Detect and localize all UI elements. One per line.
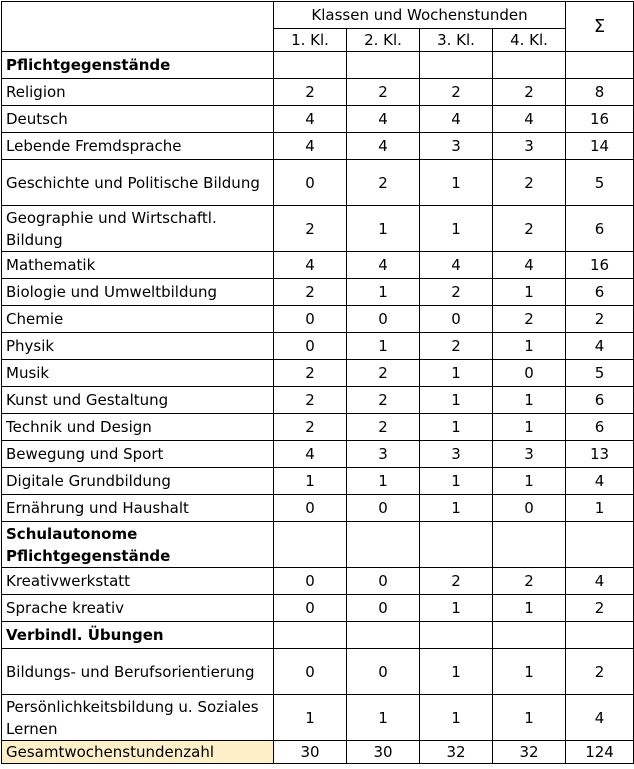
hours-sum: 4 — [566, 333, 634, 360]
table-row — [2, 333, 634, 360]
hours-class-2: 0 — [347, 649, 420, 695]
header-class-1: 1. Kl. — [274, 29, 347, 52]
hours-class-3: 1 — [420, 387, 493, 414]
table-body — [2, 52, 634, 764]
hours-class-1: 0 — [274, 306, 347, 333]
hours-class-4: 4 — [493, 252, 566, 279]
header-class-2: 2. Kl. — [347, 29, 420, 52]
hours-sum: 2 — [566, 595, 634, 622]
hours-class-2: 2 — [347, 360, 420, 387]
hours-class-3: 1 — [420, 495, 493, 522]
header-class-3: 3. Kl. — [420, 29, 493, 52]
hours-class-3: 1 — [420, 414, 493, 441]
hours-class-3: 4 — [420, 252, 493, 279]
hours-class-2: 1 — [347, 333, 420, 360]
hours-class-4: 4 — [493, 106, 566, 133]
table-row — [2, 495, 634, 522]
hours-class-1: 2 — [274, 387, 347, 414]
hours-class-4: 2 — [493, 160, 566, 206]
subject-label: Chemie — [2, 306, 274, 333]
section-label: Schulautonome Pflichtgegenstände — [2, 522, 274, 568]
hours-class-3: 3 — [420, 133, 493, 160]
header-sum-label: Σ — [566, 2, 634, 52]
hours-class-3: 32 — [420, 741, 493, 764]
hours-class-1: 2 — [274, 79, 347, 106]
hours-class-3: 2 — [420, 279, 493, 306]
hours-class-4: 1 — [493, 595, 566, 622]
hours-class-3 — [420, 622, 493, 649]
hours-class-2: 1 — [347, 279, 420, 306]
hours-sum — [566, 52, 634, 79]
hours-class-2: 4 — [347, 252, 420, 279]
hours-sum: 4 — [566, 468, 634, 495]
hours-sum: 2 — [566, 306, 634, 333]
subject-label: Sprache kreativ — [2, 595, 274, 622]
table-row — [2, 279, 634, 306]
hours-class-3: 1 — [420, 360, 493, 387]
total-label: Gesamtwochenstundenzahl — [2, 741, 274, 764]
hours-class-4: 32 — [493, 741, 566, 764]
hours-class-2: 0 — [347, 595, 420, 622]
hours-class-4: 1 — [493, 279, 566, 306]
hours-class-4: 1 — [493, 414, 566, 441]
hours-class-3: 4 — [420, 106, 493, 133]
hours-class-3: 1 — [420, 206, 493, 252]
header-group-label: Klassen und Wochenstunden — [274, 2, 566, 29]
hours-class-3: 0 — [420, 306, 493, 333]
hours-sum: 6 — [566, 387, 634, 414]
hours-class-1: 4 — [274, 133, 347, 160]
hours-class-1: 0 — [274, 333, 347, 360]
subject-label: Bewegung und Sport — [2, 441, 274, 468]
hours-class-2: 3 — [347, 441, 420, 468]
hours-class-2: 1 — [347, 468, 420, 495]
hours-class-2: 2 — [347, 387, 420, 414]
hours-class-2: 4 — [347, 133, 420, 160]
hours-class-4: 3 — [493, 441, 566, 468]
hours-class-4 — [493, 52, 566, 79]
hours-class-4: 2 — [493, 79, 566, 106]
hours-class-2: 2 — [347, 79, 420, 106]
hours-class-1: 1 — [274, 468, 347, 495]
hours-class-4: 1 — [493, 649, 566, 695]
subject-label: Religion — [2, 79, 274, 106]
section-label: Verbindl. Übungen — [2, 622, 274, 649]
table-row — [2, 360, 634, 387]
hours-class-3 — [420, 52, 493, 79]
table-row — [2, 387, 634, 414]
hours-class-1: 0 — [274, 595, 347, 622]
hours-sum: 5 — [566, 160, 634, 206]
hours-class-2: 2 — [347, 160, 420, 206]
hours-class-1 — [274, 52, 347, 79]
subject-label: Musik — [2, 360, 274, 387]
hours-class-2: 0 — [347, 306, 420, 333]
table-row — [2, 106, 634, 133]
hours-class-3: 2 — [420, 333, 493, 360]
table-row — [2, 79, 634, 106]
subject-label: Persönlichkeitsbildung u. Soziales Lernen — [2, 695, 274, 741]
hours-class-4: 1 — [493, 695, 566, 741]
table-row — [2, 133, 634, 160]
hours-class-4: 2 — [493, 568, 566, 595]
hours-class-1: 2 — [274, 279, 347, 306]
hours-sum: 6 — [566, 206, 634, 252]
hours-sum — [566, 622, 634, 649]
subject-label: Biologie und Umweltbildung — [2, 279, 274, 306]
hours-class-3: 1 — [420, 649, 493, 695]
hours-sum: 16 — [566, 252, 634, 279]
table-row — [2, 695, 634, 741]
hours-class-4: 2 — [493, 206, 566, 252]
hours-class-1: 0 — [274, 568, 347, 595]
subject-label: Digitale Grundbildung — [2, 468, 274, 495]
hours-class-2 — [347, 622, 420, 649]
table-row — [2, 441, 634, 468]
hours-class-2: 30 — [347, 741, 420, 764]
table-row — [2, 252, 634, 279]
hours-class-3: 1 — [420, 160, 493, 206]
table-row — [2, 306, 634, 333]
hours-class-1: 2 — [274, 206, 347, 252]
hours-class-1: 4 — [274, 106, 347, 133]
section-label: Pflichtgegenstände — [2, 52, 274, 79]
hours-class-3: 2 — [420, 79, 493, 106]
hours-class-1: 0 — [274, 649, 347, 695]
subject-label: Kreativwerkstatt — [2, 568, 274, 595]
hours-class-2 — [347, 522, 420, 568]
hours-class-2: 0 — [347, 568, 420, 595]
subject-label: Mathematik — [2, 252, 274, 279]
hours-class-1: 2 — [274, 360, 347, 387]
hours-class-4 — [493, 622, 566, 649]
subject-label: Geographie und Wirtschaftl. Bildung — [2, 206, 274, 252]
hours-class-2: 0 — [347, 495, 420, 522]
hours-class-4: 0 — [493, 360, 566, 387]
hours-class-2: 4 — [347, 106, 420, 133]
hours-class-2: 1 — [347, 206, 420, 252]
hours-sum: 1 — [566, 495, 634, 522]
hours-sum: 4 — [566, 568, 634, 595]
subject-label: Technik und Design — [2, 414, 274, 441]
hours-class-1: 0 — [274, 495, 347, 522]
hours-sum: 5 — [566, 360, 634, 387]
hours-class-1: 4 — [274, 252, 347, 279]
hours-class-3 — [420, 522, 493, 568]
weekly-hours-table — [1, 1, 634, 764]
table-row — [2, 160, 634, 206]
table-row — [2, 568, 634, 595]
hours-class-3: 1 — [420, 468, 493, 495]
table-row — [2, 414, 634, 441]
hours-sum: 13 — [566, 441, 634, 468]
subject-label: Bildungs- und Berufsorientierung — [2, 649, 274, 695]
hours-class-4 — [493, 522, 566, 568]
hours-class-1: 4 — [274, 441, 347, 468]
hours-class-2 — [347, 52, 420, 79]
section-row — [2, 52, 634, 79]
hours-sum: 124 — [566, 741, 634, 764]
hours-class-1 — [274, 622, 347, 649]
subject-label: Lebende Fremdsprache — [2, 133, 274, 160]
subject-label: Geschichte und Politische Bildung — [2, 160, 274, 206]
subject-label: Ernährung und Haushalt — [2, 495, 274, 522]
subject-label: Kunst und Gestaltung — [2, 387, 274, 414]
hours-class-3: 1 — [420, 595, 493, 622]
hours-class-1: 0 — [274, 160, 347, 206]
table-row — [2, 206, 634, 252]
hours-sum: 4 — [566, 695, 634, 741]
hours-sum: 8 — [566, 79, 634, 106]
section-row — [2, 522, 634, 568]
hours-sum: 14 — [566, 133, 634, 160]
hours-class-3: 1 — [420, 695, 493, 741]
hours-sum: 16 — [566, 106, 634, 133]
hours-sum: 2 — [566, 649, 634, 695]
hours-class-3: 3 — [420, 441, 493, 468]
header-empty-cell — [2, 2, 274, 52]
hours-class-4: 3 — [493, 133, 566, 160]
subject-label: Physik — [2, 333, 274, 360]
hours-class-1: 1 — [274, 695, 347, 741]
table-row — [2, 595, 634, 622]
hours-class-2: 2 — [347, 414, 420, 441]
hours-class-4: 1 — [493, 333, 566, 360]
subject-label: Deutsch — [2, 106, 274, 133]
hours-class-2: 1 — [347, 695, 420, 741]
hours-class-1: 2 — [274, 414, 347, 441]
header-row-group — [2, 2, 634, 29]
hours-sum: 6 — [566, 414, 634, 441]
hours-class-1: 30 — [274, 741, 347, 764]
total-row — [2, 741, 634, 764]
hours-class-4: 1 — [493, 468, 566, 495]
hours-class-3: 2 — [420, 568, 493, 595]
table-row — [2, 468, 634, 495]
table-row — [2, 649, 634, 695]
hours-class-4: 2 — [493, 306, 566, 333]
section-row — [2, 622, 634, 649]
hours-class-4: 0 — [493, 495, 566, 522]
hours-class-1 — [274, 522, 347, 568]
hours-sum — [566, 522, 634, 568]
hours-class-4: 1 — [493, 387, 566, 414]
hours-sum: 6 — [566, 279, 634, 306]
header-class-4: 4. Kl. — [493, 29, 566, 52]
